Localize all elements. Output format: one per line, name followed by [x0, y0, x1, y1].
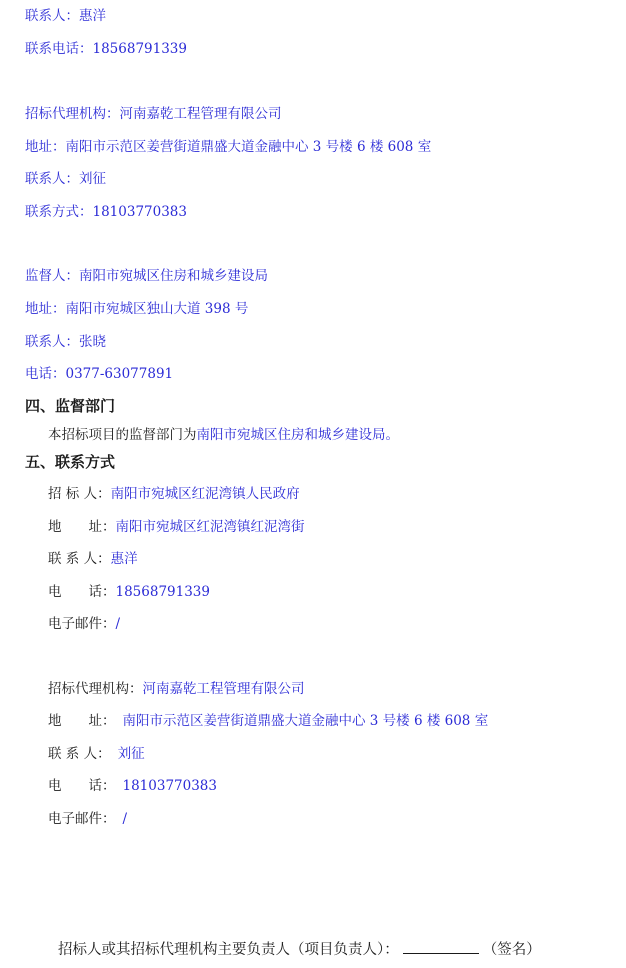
top-contact-line — [25, 7, 106, 25]
section4-text-value: 南阳市宛城区住房和城乡建设局。 — [196, 427, 399, 443]
agency-contact-line — [25, 170, 106, 188]
tenderer-org-line — [48, 485, 300, 503]
agency-addr-label: 地址： — [25, 139, 66, 155]
top-phone-label: 联系电话： — [25, 41, 93, 57]
supervisor-contact-line — [25, 333, 106, 351]
supervisor-phone-line — [25, 365, 173, 383]
top-contact-label: 联系人： — [25, 8, 79, 24]
tenderer-addr-label: 地 址： — [48, 519, 116, 535]
agency2-org-line — [48, 680, 305, 698]
tenderer-phone-label: 电 话： — [48, 584, 116, 600]
agency2-org-value: 河南嘉乾工程管理有限公司 — [142, 681, 305, 697]
agency-contact-label: 联系人： — [25, 171, 79, 187]
agency-org-value: 河南嘉乾工程管理有限公司 — [119, 106, 282, 122]
agency-phone-label: 联系方式： — [25, 204, 93, 220]
agency2-addr-line — [48, 712, 488, 730]
signature-suffix: （签名） — [482, 942, 541, 958]
signature-prefix: 招标人或其招标代理机构主要负责人（项目负责人）： — [58, 942, 399, 958]
tenderer-org-label: 招 标 人： — [48, 486, 111, 502]
supervisor-contact-value: 张晓 — [79, 334, 106, 350]
supervisor-phone-label: 电话： — [25, 366, 66, 382]
supervisor-contact-label: 联系人： — [25, 334, 79, 350]
tenderer-org-value: 南阳市宛城区红泥湾镇人民政府 — [110, 486, 300, 502]
agency-org-label: 招标代理机构： — [25, 106, 120, 122]
supervisor-addr-line — [25, 300, 248, 318]
supervisor-org-label: 监督人： — [25, 268, 79, 284]
supervisor-phone-value: 0377-63077891 — [65, 366, 174, 382]
supervisor-org-value: 南阳市宛城区住房和城乡建设局 — [79, 268, 268, 284]
section5-heading: 五、联系方式 — [25, 453, 116, 471]
tenderer-email-line — [48, 615, 120, 633]
agency-addr-value: 南阳市示范区姜营街道鼎盛大道金融中心 3 号楼 6 楼 608 室 — [65, 139, 432, 155]
tenderer-phone-line — [48, 583, 210, 601]
signature-line — [58, 939, 541, 959]
tenderer-contact-value: 惠洋 — [110, 551, 138, 567]
agency2-addr-label: 地 址： — [48, 713, 116, 729]
tenderer-contact-label: 联 系 人： — [48, 551, 111, 567]
tenderer-contact-line — [48, 550, 138, 568]
supervisor-addr-label: 地址： — [25, 301, 66, 317]
agency2-phone-line — [48, 777, 217, 795]
agency2-contact-value: 刘征 — [117, 746, 145, 762]
tenderer-email-value: / — [115, 616, 121, 632]
agency2-contact-line — [48, 745, 145, 763]
agency-phone-value: 18103770383 — [92, 204, 187, 220]
tenderer-phone-value: 18568791339 — [115, 584, 210, 600]
agency-contact-value: 刘征 — [79, 171, 106, 187]
agency2-email-line — [48, 810, 127, 828]
top-contact-value: 惠洋 — [79, 8, 106, 24]
agency2-email-value: / — [122, 811, 128, 827]
agency2-email-label: 电子邮件： — [48, 811, 116, 827]
agency2-phone-label: 电 话： — [48, 778, 116, 794]
agency2-phone-value: 18103770383 — [122, 778, 217, 794]
agency2-contact-label: 联 系 人： — [48, 746, 111, 762]
agency2-addr-value: 南阳市示范区姜营街道鼎盛大道金融中心 3 号楼 6 楼 608 室 — [122, 713, 489, 729]
agency-phone-line — [25, 203, 187, 221]
agency2-org-label: 招标代理机构： — [48, 681, 143, 697]
agency-addr-line — [25, 138, 431, 156]
section4-heading: 四、监督部门 — [25, 397, 116, 415]
section4-text — [48, 426, 399, 444]
tenderer-email-label: 电子邮件： — [48, 616, 116, 632]
tenderer-addr-value: 南阳市宛城区红泥湾镇红泥湾街 — [115, 519, 305, 535]
agency-org-line — [25, 105, 282, 123]
top-phone-line — [25, 40, 187, 58]
section4-text-prefix: 本招标项目的监督部门为 — [48, 427, 197, 443]
top-phone-value: 18568791339 — [92, 41, 187, 57]
signature-blank[interactable] — [403, 939, 479, 954]
supervisor-org-line — [25, 267, 268, 285]
tenderer-addr-line — [48, 518, 305, 536]
supervisor-addr-value: 南阳市宛城区独山大道 398 号 — [65, 301, 249, 317]
